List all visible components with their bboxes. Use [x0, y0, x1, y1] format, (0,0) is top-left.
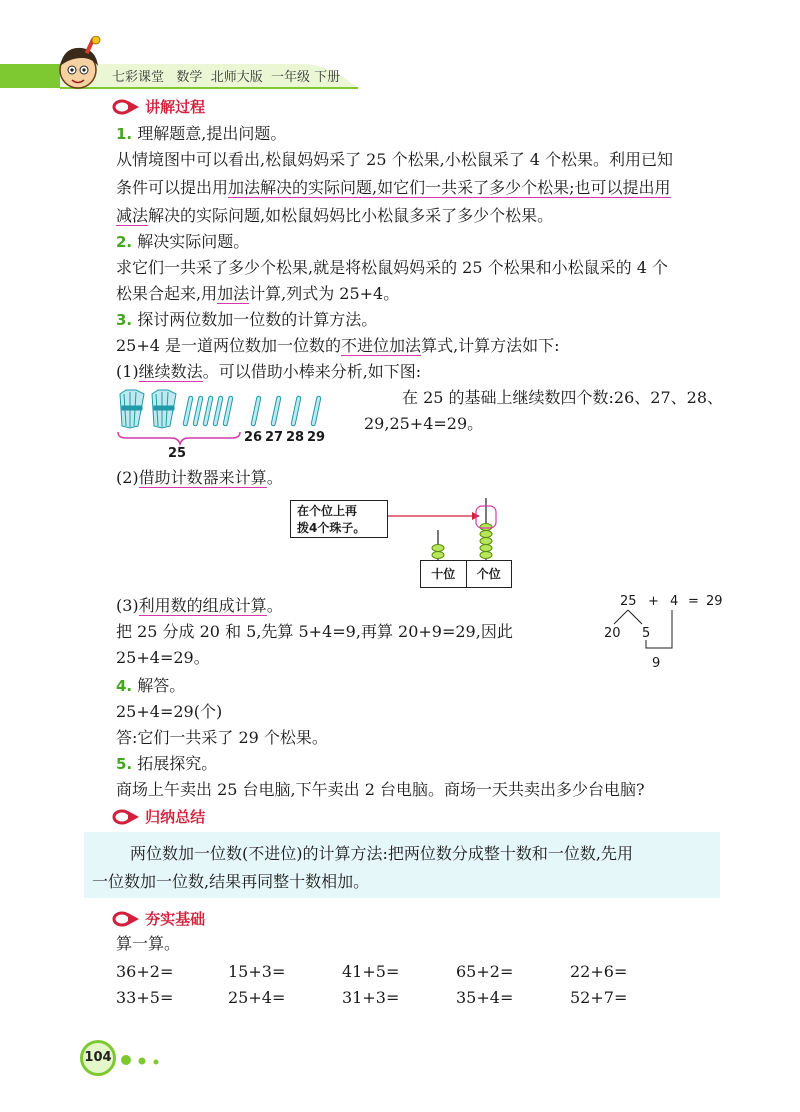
method-2-name: 借助计数器来计算 [138, 468, 267, 487]
method-1-desc: 。可以借助小棒来分析,如下图: [202, 362, 422, 381]
abacus-note-line-1: 在个位上再 [297, 504, 358, 518]
page-number-badge [80, 1040, 116, 1076]
step-4-line-1: 25+4=29(个) [116, 702, 223, 721]
exercise-item: 36+2= [116, 962, 174, 981]
step-5-heading [116, 754, 217, 774]
method-1-name: 继续数法 [138, 362, 203, 381]
tree-eq-a: 25 [620, 594, 637, 609]
header-series: 七彩课堂 [112, 70, 165, 85]
exercise-item: 65+2= [456, 962, 514, 981]
abacus-tens-label: 十位 [421, 561, 467, 587]
step-1-line-2c: 解决的实际问题,如它们一共采了多少个松果;也可以提出用 [260, 178, 671, 197]
method-3-index: (3) [116, 596, 139, 615]
exercise-item: 15+3= [228, 962, 286, 981]
step-1-line-2 [116, 178, 671, 198]
exercise-item: 52+7= [570, 988, 628, 1007]
method-1-index: (1) [116, 362, 139, 381]
step-2-line-1: 求它们一共采了多少个松果,就是将松鼠妈妈采的 25 个松果和小松鼠采的 4 个 [116, 258, 668, 277]
method-3-line [116, 596, 283, 616]
section-arrow-icon [112, 99, 140, 115]
tree-sum: 9 [652, 656, 661, 671]
method-1-line [116, 362, 421, 382]
tree-eq-sign: = [688, 594, 699, 609]
section-arrow-icon [112, 911, 140, 927]
step-2-heading [116, 232, 249, 252]
exercise-item: 25+4= [228, 988, 286, 1007]
abacus-ones-label: 个位 [476, 567, 501, 581]
method-2-line [116, 468, 283, 488]
sticks-count-label-29: 29 [307, 430, 326, 445]
header-title [112, 66, 340, 85]
step-5-num: 5. [116, 755, 133, 773]
page-number: 104 [84, 1050, 112, 1065]
tree-eq-result: 29 [706, 594, 723, 609]
step-4-line-2: 答:它们一共采了 29 个松果。 [116, 728, 328, 747]
exercise-title: 算一算。 [116, 934, 181, 953]
section-basics-title: 夯实基础 [145, 910, 206, 928]
step-1-addition-term: 加法 [228, 178, 261, 197]
tree-plus: + [648, 594, 659, 609]
sticks-count-label-28: 28 [286, 430, 305, 445]
abacus-base [420, 560, 512, 588]
step-3-line-1a: 25+4 是一道两位数加一位数的 [116, 336, 342, 355]
method-2-index: (2) [116, 468, 139, 487]
step-3-line-1c: 算式,计算方法如下: [421, 336, 560, 355]
step-1-num: 1. [116, 125, 133, 143]
exercise-item: 33+5= [116, 988, 174, 1007]
step-2-title: 解决实际问题。 [137, 232, 250, 251]
step-5-line-1: 商场上午卖出 25 台电脑,下午卖出 2 台电脑。商场一天共卖出多少台电脑? [116, 780, 645, 799]
step-4-heading [116, 676, 185, 696]
method-3-end: 。 [266, 596, 283, 615]
section-explain-title: 讲解过程 [145, 98, 206, 116]
method-2-end: 。 [266, 468, 283, 487]
exercise-item: 31+3= [342, 988, 400, 1007]
mascot-icon [52, 36, 104, 92]
step-1-line-3 [116, 206, 553, 226]
step-3-heading [116, 310, 377, 330]
dots-icon [120, 1052, 164, 1068]
step-1-line-3b: 解决的实际问题,如松鼠妈妈比小松鼠多采了多少个松果。 [148, 206, 554, 225]
tree-eq-b: 4 [670, 594, 679, 609]
method-1-desc-line-2: 29,25+4=29。 [364, 414, 484, 433]
method-3-text-line-2: 25+4=29。 [116, 648, 210, 667]
section-explain [112, 96, 205, 117]
step-5-title: 拓展探究。 [137, 754, 218, 773]
step-4-title: 解答。 [137, 676, 186, 695]
method-3-name: 利用数的组成计算 [138, 596, 267, 615]
exercise-item: 22+6= [570, 962, 628, 981]
sticks-illustration [114, 386, 340, 460]
step-2-line-2 [116, 284, 399, 304]
page-dots [120, 1052, 164, 1072]
exercise-item: 41+5= [342, 962, 400, 981]
section-basics [112, 908, 205, 929]
step-1-line-2a: 条件可以提出用 [116, 178, 229, 197]
tree-right: 5 [642, 626, 651, 641]
step-3-line-1 [116, 336, 560, 356]
header-edition: 北师大版 [210, 70, 263, 85]
sticks-count-label-26: 26 [244, 430, 263, 445]
step-4-num: 4. [116, 677, 133, 695]
step-2-line-2a: 松果合起来,用 [116, 284, 218, 303]
step-2-num: 2. [116, 233, 133, 251]
section-arrow-icon [112, 809, 140, 825]
method-1-desc-line-1: 在 25 的基础上继续数四个数:26、27、28、 [402, 388, 724, 407]
summary-line-2: 一位数加一位数,结果再同整十数相加。 [92, 872, 370, 891]
summary-line-1: 两位数加一位数(不进位)的计算方法:把两位数分成整十数和一位数,先用 [130, 844, 633, 863]
step-3-no-carry-term: 不进位加法 [341, 336, 422, 355]
header-subject: 数学 [176, 70, 203, 85]
tree-left: 20 [604, 626, 621, 641]
step-2-line-2c: 计算,列式为 25+4。 [249, 284, 400, 303]
sticks-total-label: 25 [168, 446, 187, 461]
section-summary-title: 归纳总结 [145, 808, 206, 826]
header-grade: 一年级 下册 [270, 70, 341, 85]
step-1-line-1: 从情境图中可以看出,松鼠妈妈采了 25 个松果,小松鼠采了 4 个松果。利用已知 [116, 150, 674, 169]
summary-box [84, 832, 720, 898]
sticks-svg [114, 386, 340, 460]
exercise-item: 35+4= [456, 988, 514, 1007]
step-3-num: 3. [116, 311, 133, 329]
section-summary [112, 806, 205, 827]
abacus-note-line-2: 拨4个珠子。 [297, 521, 366, 535]
sticks-count-label-27: 27 [265, 430, 284, 445]
step-1-heading [116, 124, 286, 144]
step-1-subtraction-term: 减法 [116, 206, 149, 225]
step-1-title: 理解题意,提出问题。 [137, 124, 287, 143]
step-3-title: 探讨两位数加一位数的计算方法。 [137, 310, 378, 329]
abacus-note-box [290, 500, 388, 538]
step-2-addition-term: 加法 [217, 284, 250, 303]
number-tree [600, 590, 730, 680]
method-3-text-line-1: 把 25 分成 20 和 5,先算 5+4=9,再算 20+9=29,因此 [116, 622, 513, 641]
